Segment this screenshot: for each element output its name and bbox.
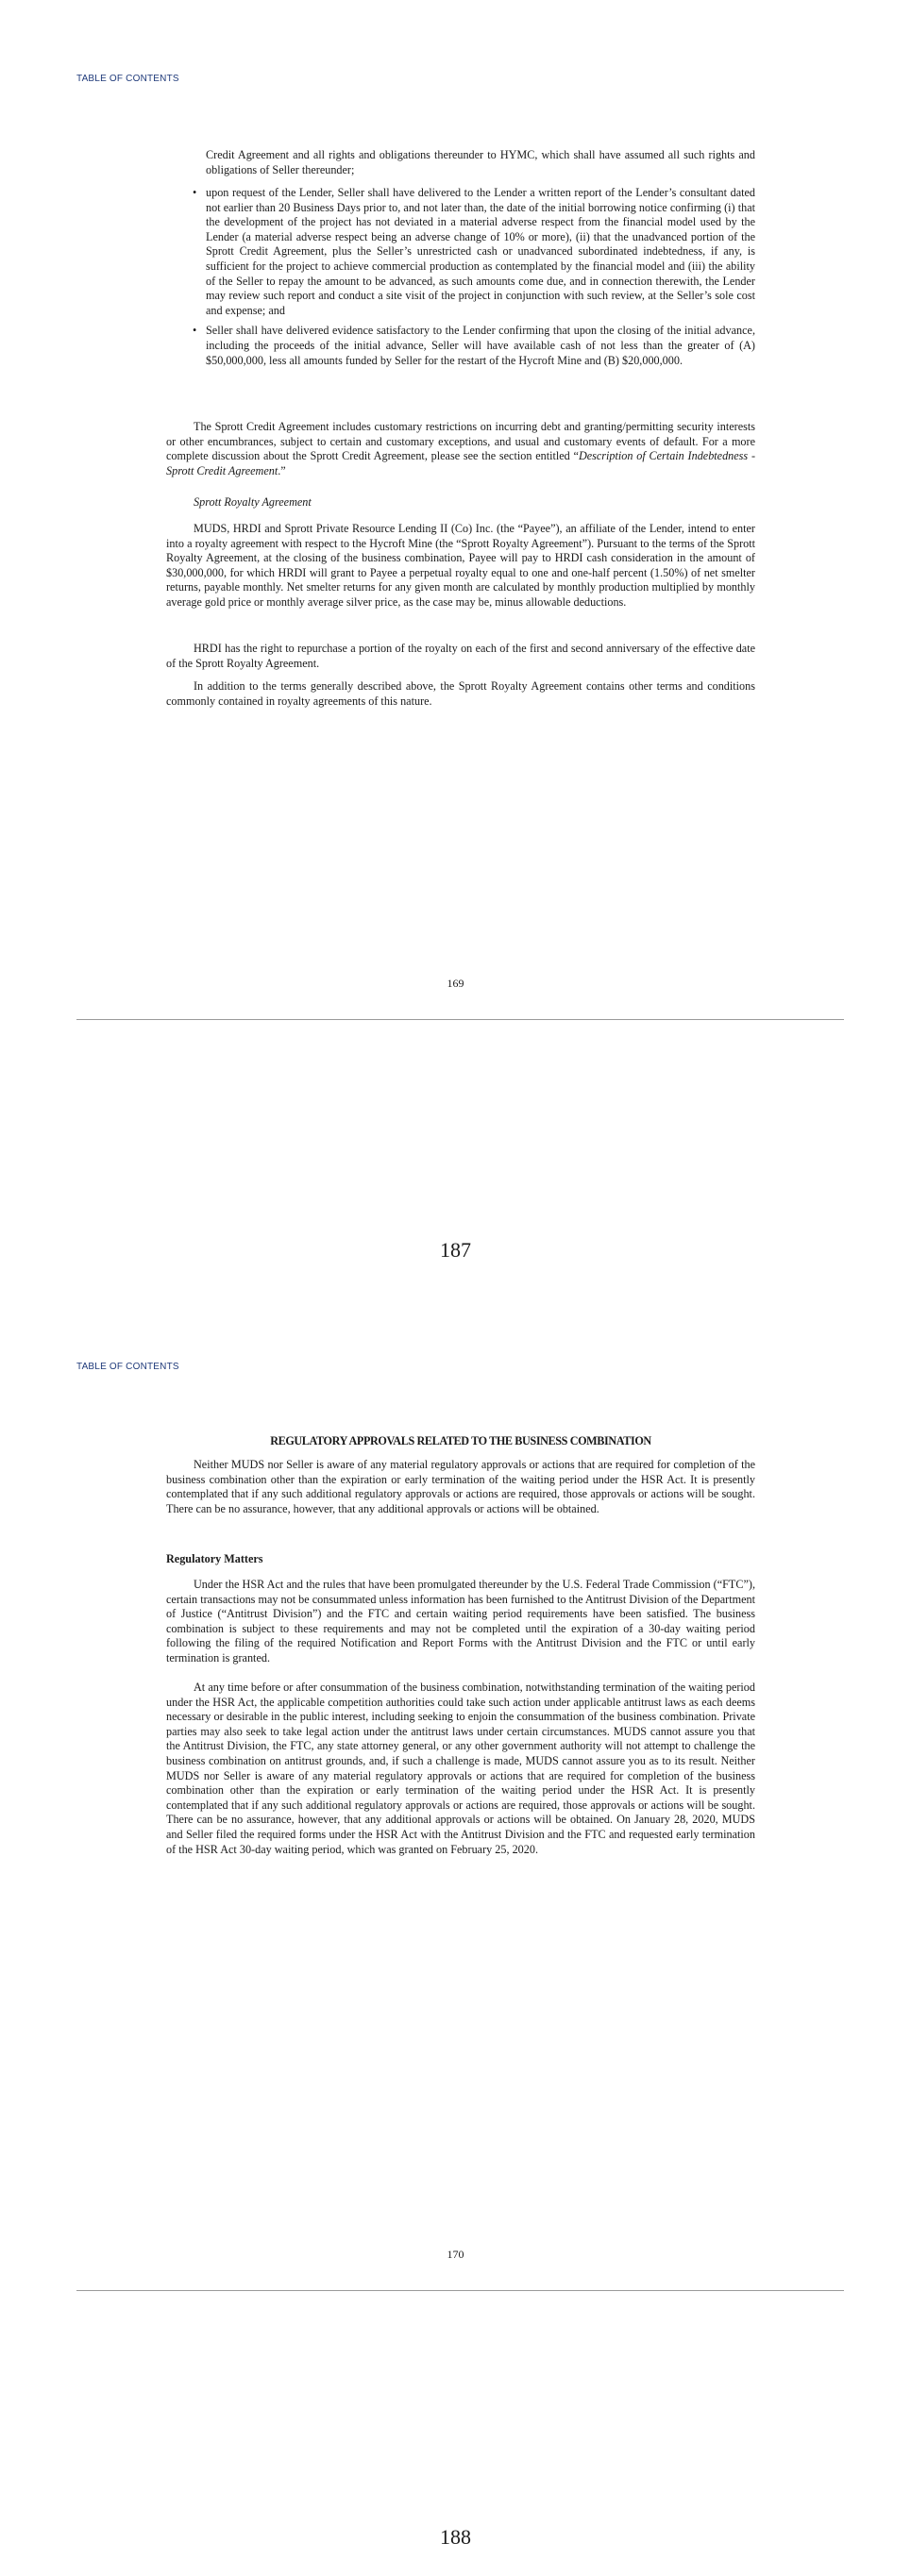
list-item: [166, 324, 755, 368]
page-number: 169: [447, 977, 464, 990]
regulatory-approvals-heading: REGULATORY APPROVALS RELATED TO THE BUSINESS COMBINATION: [270, 1434, 651, 1447]
royalty-paragraph-2: HRDI has the right to repurchase a portion of the royalty on each of the first and second anniversary of the effective date of the Sprott Royalty Agreement.: [166, 642, 755, 670]
pdf-page-number: 188: [440, 2525, 471, 2549]
carry-over-text: Credit Agreement and all rights and obligations thereunder to HYMC, which shall have assumed all such rights and obligations of Seller thereunder;: [206, 148, 755, 176]
table-of-contents-link[interactable]: TABLE OF CONTENTS: [76, 1362, 179, 1372]
bullet-icon: •: [193, 324, 197, 338]
bullet-icon: •: [193, 186, 197, 199]
hsr-act-paragraph: Under the HSR Act and the rules that have been promulgated thereunder by the U.S. Federal Trade Commission (“FTC”), certain transactions may not be consummated unless information has been furnished to the Antitrust Division of the Department of Justice (“Antitrust Division”) and the FTC and certain waiting period requirements have been satisfied. The business combination is subject to these requirements and may not be completed until the expiration of a 30-day waiting period following the filing of the required Notification and Report Forms with the Antitrust Division and the FTC or until early termination is granted.: [166, 1578, 755, 1664]
condition-bullet-list: [166, 186, 755, 374]
antitrust-paragraph: At any time before or after consummation of the business combination, notwithstanding termination of the waiting period under the HSR Act, the applicable competition authorities could take such action under applicable antitrust laws as each deems necessary or desirable in the public interest, including seeking to enjoin the consummation of the business combination. Private parties may also seek to take legal action under the antitrust laws under certain circumstances. MUDS cannot assure you that the Antitrust Division, the FTC, any state attorney general, or any other government authority will not attempt to challenge the business combination on antitrust grounds, and, if such a challenge is made, MUDS cannot assure you as to its result. Neither MUDS nor Seller is aware of any material regulatory approvals or actions that are required for completion of the business combination other than the expiration or early termination of the waiting period under the HSR Act. It is presently contemplated that if any such additional regulatory approvals or actions are required, those approvals or actions will be sought. There can be no assurance, however, that any additional approvals or actions will be obtained. On January 28, 2020, MUDS and Seller filed the required forms under the HSR Act with the Antitrust Division and the FTC and requested early termination of the HSR Act 30-day waiting period, which was granted on February 25, 2020.: [166, 1681, 755, 1856]
royalty-paragraph-1: MUDS, HRDI and Sprott Private Resource Lending II (Co) Inc. (the “Payee”), an affiliate of the Lender, intend to enter into a royalty agreement with respect to the Hycroft Mine (the “Sprott Royalty Agreement”). Pursuant to the terms of the Sprott Royalty Agreement, at the closing of the business combination, Payee will pay to HRDI cash consideration in the amount of $30,000,000, for which HRDI will grant to Payee a perpetual royalty equal to one and one-half percent (1.50%) of net smelter returns, payable monthly. Net smelter returns for any given month are calculated by monthly production multiplied by monthly average gold price or monthly average silver price, as the case may be, minus allowable deductions.: [166, 522, 755, 609]
pdf-page-number: 187: [440, 1238, 471, 1262]
page-number: 170: [447, 2248, 464, 2261]
table-of-contents-link[interactable]: TABLE OF CONTENTS: [76, 74, 179, 84]
list-item: [166, 186, 755, 318]
sprott-credit-restrictions-paragraph: The Sprott Credit Agreement includes customary restrictions on incurring debt and granting/permitting security interests or other encumbrances, subject to certain and customary exceptions, and usual and customary events of default. For a more complete discussion about the Sprott Credit Agreement, please see the section entitled “Description of Certain Indebtedness - Sprott Credit Agreement.”: [166, 420, 756, 477]
regulatory-intro-paragraph: Neither MUDS nor Seller is aware of any material regulatory approvals or actions that are required for completion of the business combination other than the expiration or early termination of the waiting period under the HSR Act. It is presently contemplated that if any such additional regulatory approvals or actions are required, those approvals or actions will be sought. There can be no assurance, however, that any additional approvals or actions will be obtained.: [166, 1458, 755, 1515]
bullet-text: upon request of the Lender, Seller shall have delivered to the Lender a written report of the Lender’s consultant dated not earlier than 20 Business Days prior to, and not later than, the date of the initial borrowing notice confirming (i) that the development of the project has not deviated in a material adverse respect from the financial model used by the Lender (a material adverse respect being an adverse change of 10% or more), (ii) that the unadvanced portion of the Sprott Credit Agreement, plus the Seller’s unrestricted cash or unadvanced subordinated indebtedness, if any, is sufficient for the project to achieve commercial production as contemplated by the financial model and (iii) the ability of the Seller to repay the amount to be advanced, as such amounts come due, and in connection therewith, the Lender may review such report and conduct a site visit of the project in conjunction with such review, at the Seller’s sole cost and expense; and: [206, 186, 755, 317]
sprott-royalty-heading: Sprott Royalty Agreement: [194, 495, 312, 509]
page-divider: [76, 2290, 844, 2291]
section-reference: Description of Certain Indebtedness - Sprott Credit Agreement: [166, 449, 756, 477]
regulatory-matters-heading: Regulatory Matters: [166, 1552, 263, 1565]
page-divider: [76, 1019, 844, 1020]
bullet-text: Seller shall have delivered evidence satisfactory to the Lender confirming that upon the closing of the initial advance, including the proceeds of the initial advance, Seller will have available cash of not less than the greater of (A) $50,000,000, less all amounts funded by Seller for the restart of the Hycroft Mine and (B) $20,000,000.: [206, 324, 755, 367]
royalty-paragraph-3: In addition to the terms generally described above, the Sprott Royalty Agreement contains other terms and conditions commonly contained in royalty agreements of this nature.: [166, 679, 755, 708]
